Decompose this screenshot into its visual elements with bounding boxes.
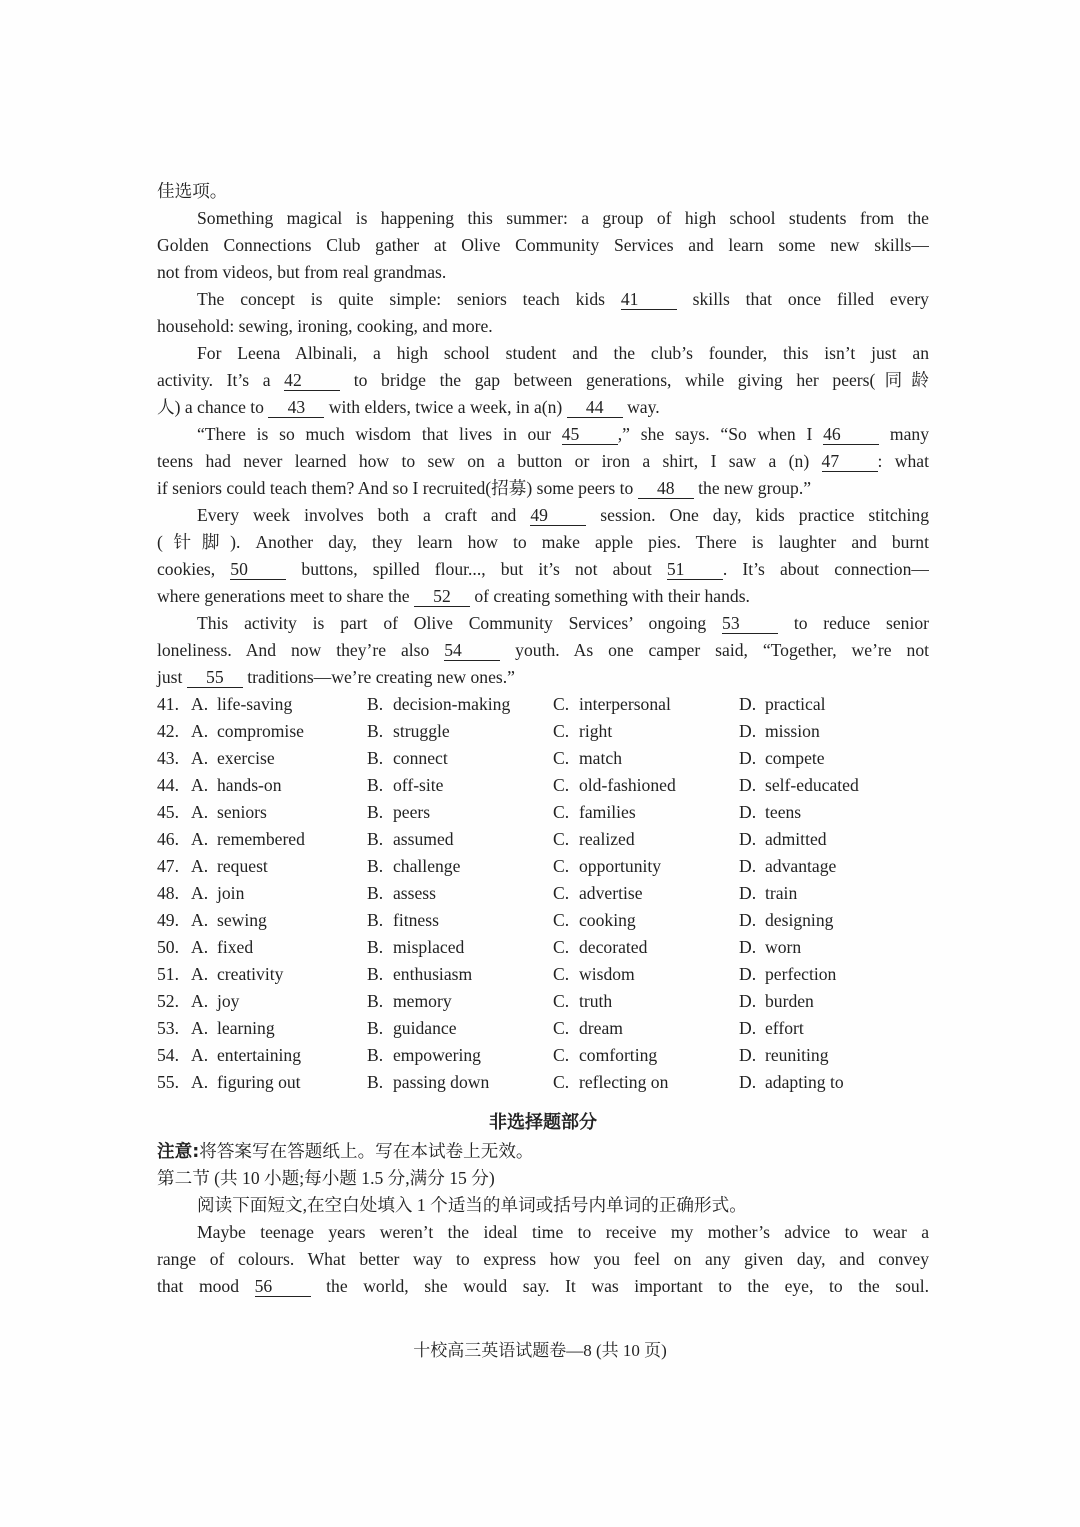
passage-p1-line2: Golden Connections Club gather at Olive Community Services and learn some new skills— (157, 235, 929, 255)
option-letter: C. (553, 991, 570, 1011)
option-row (157, 772, 929, 799)
option-c (553, 853, 739, 880)
option-letter: B. (367, 1072, 384, 1092)
option-letter: A. (191, 1018, 209, 1038)
option-a (191, 853, 367, 880)
option-b (367, 1015, 553, 1042)
option-text: remembered (217, 829, 305, 849)
option-letter: D. (739, 1045, 757, 1065)
option-text: dream (579, 1018, 623, 1038)
option-b (367, 853, 553, 880)
option-b (367, 745, 553, 772)
option-text: joy (217, 991, 240, 1011)
text: just (157, 667, 187, 687)
option-b (367, 1042, 553, 1069)
option-text: fitness (393, 910, 439, 930)
option-text: misplaced (393, 937, 465, 957)
option-letter: D. (739, 748, 757, 768)
option-c (553, 772, 739, 799)
option-text: interpersonal (579, 694, 671, 714)
option-c (553, 799, 739, 826)
option-letter: A. (191, 1045, 209, 1065)
option-text: guidance (393, 1018, 457, 1038)
option-b (367, 934, 553, 961)
passage-p5-line4 (157, 583, 929, 610)
option-letter: C. (553, 883, 570, 903)
text: loneliness. And now they’re also (157, 640, 445, 660)
option-letter: B. (367, 829, 384, 849)
option-letter: D. (739, 1018, 757, 1038)
option-letter: B. (367, 775, 384, 795)
option-a (191, 880, 367, 907)
blank-41: 41 (621, 289, 677, 310)
option-text: cooking (579, 910, 636, 930)
option-text: opportunity (579, 856, 662, 876)
blank-43: 43 (268, 397, 324, 418)
option-text: struggle (393, 721, 450, 741)
option-letter: D. (739, 937, 757, 957)
option-d (739, 934, 929, 961)
passage-p3-line3 (157, 394, 929, 421)
option-text: sewing (217, 910, 267, 930)
passage-p1-line3: not from videos, but from real grandmas. (157, 262, 447, 282)
question-number: 43. (157, 748, 179, 768)
option-letter: C. (553, 910, 570, 930)
option-a (191, 907, 367, 934)
option-text: practical (765, 694, 826, 714)
option-text: memory (393, 991, 452, 1011)
option-text: reuniting (765, 1045, 829, 1065)
question-number: 52. (157, 991, 179, 1011)
option-text: wisdom (579, 964, 635, 984)
option-text: life-saving (217, 694, 293, 714)
question-number: 42. (157, 721, 179, 741)
option-text: burden (765, 991, 814, 1011)
option-b (367, 961, 553, 988)
blank-45: 45 (562, 424, 618, 445)
option-letter: B. (367, 694, 384, 714)
option-text: decorated (579, 937, 648, 957)
note-label: 注意: (157, 1142, 200, 1162)
option-letter: A. (191, 937, 209, 957)
option-text: off-site (393, 775, 444, 795)
option-text: assumed (393, 829, 454, 849)
option-text: advantage (765, 856, 837, 876)
question-number: 45. (157, 802, 179, 822)
option-text: fixed (217, 937, 254, 957)
option-letter: B. (367, 991, 384, 1011)
option-d (739, 988, 929, 1015)
option-text: teens (765, 802, 802, 822)
option-letter: C. (553, 748, 570, 768)
option-text: effort (765, 1018, 804, 1038)
intro-tail: 佳选项。 (157, 181, 228, 201)
text: where generations meet to share the (157, 586, 414, 606)
option-letter: D. (739, 991, 757, 1011)
option-text: advertise (579, 883, 643, 903)
option-c (553, 1069, 739, 1096)
option-text: decision-making (393, 694, 511, 714)
passage-p2-line2: household: sewing, ironing, cooking, and more. (157, 316, 493, 336)
text: if seniors could teach them? And so I recruited(招募) some peers to (157, 478, 638, 498)
option-letter: A. (191, 964, 209, 984)
option-text: perfection (765, 964, 837, 984)
option-letter: D. (739, 721, 757, 741)
option-c (553, 1042, 739, 1069)
option-row (157, 745, 929, 772)
section-title: 非选择题部分 (489, 1112, 597, 1133)
text: activity. It’s a (157, 370, 285, 390)
option-d (739, 691, 929, 718)
option-b (367, 826, 553, 853)
option-text: right (579, 721, 613, 741)
option-letter: D. (739, 964, 757, 984)
question-number: 47. (157, 856, 179, 876)
option-letter: C. (553, 1045, 570, 1065)
text: with elders, twice a week, in a(n) (324, 397, 567, 417)
option-text: families (579, 802, 636, 822)
blank-48: 48 (638, 478, 694, 499)
option-letter: D. (739, 694, 757, 714)
passage-p1-line1: Something magical is happening this summer: a group of high school students from the (197, 208, 929, 228)
question-number: 46. (157, 829, 179, 849)
text: youth. As one camper said, “Together, we’re not (500, 640, 929, 660)
option-d (739, 880, 929, 907)
option-c (553, 691, 739, 718)
option-letter: B. (367, 883, 384, 903)
passage-p5-line3 (157, 556, 929, 583)
option-letter: B. (367, 802, 384, 822)
text: This activity is part of Olive Community Services’ ongoing (197, 613, 723, 633)
option-b (367, 880, 553, 907)
option-c (553, 934, 739, 961)
option-letter: A. (191, 775, 209, 795)
option-row (157, 1042, 929, 1069)
text: way. (622, 397, 660, 417)
option-text: realized (579, 829, 635, 849)
option-letter: A. (191, 856, 209, 876)
text: skills that once filled every (676, 289, 929, 309)
option-a (191, 745, 367, 772)
option-letter: A. (191, 694, 209, 714)
option-text: exercise (217, 748, 275, 768)
passage-p3-line1: For Leena Albinali, a high school student and the club’s founder, this isn’t just an (197, 343, 929, 363)
option-a (191, 691, 367, 718)
question-number: 44. (157, 775, 179, 795)
option-c (553, 961, 739, 988)
option-text: train (765, 883, 798, 903)
option-letter: B. (367, 721, 384, 741)
passage-p4-line1 (157, 421, 929, 448)
text: . It’s about connection— (722, 559, 929, 579)
text: that mood (157, 1276, 255, 1296)
text: the world, she would say. It was important to the eye, to the soul. (310, 1276, 929, 1296)
option-row (157, 988, 929, 1015)
option-text: self-educated (765, 775, 859, 795)
option-d (739, 853, 929, 880)
option-c (553, 826, 739, 853)
text: ,” she says. “So when I (617, 424, 824, 444)
blank-55: 55 (187, 667, 243, 688)
blank-51: 51 (667, 559, 723, 580)
exam-content (157, 178, 929, 1300)
option-b (367, 691, 553, 718)
option-d (739, 718, 929, 745)
option-text: comforting (579, 1045, 658, 1065)
option-letter: C. (553, 721, 570, 741)
option-text: peers (393, 802, 431, 822)
option-b (367, 907, 553, 934)
option-letter: B. (367, 937, 384, 957)
question-number: 41. (157, 694, 179, 714)
option-row (157, 1015, 929, 1042)
option-row (157, 718, 929, 745)
option-c (553, 880, 739, 907)
option-d (739, 745, 929, 772)
option-c (553, 988, 739, 1015)
option-a (191, 1069, 367, 1096)
option-row (157, 826, 929, 853)
text: “There is so much wisdom that lives in our (197, 424, 562, 444)
text: the new group.” (693, 478, 812, 498)
option-row (157, 961, 929, 988)
option-d (739, 1042, 929, 1069)
option-letter: B. (367, 1018, 384, 1038)
option-text: adapting to (765, 1072, 844, 1092)
option-letter: B. (367, 1045, 384, 1065)
option-letter: D. (739, 910, 757, 930)
option-letter: D. (739, 829, 757, 849)
option-text: creativity (217, 964, 284, 984)
option-letter: D. (739, 1072, 757, 1092)
passage-p2-line1 (157, 286, 929, 313)
option-letter: A. (191, 910, 209, 930)
option-row (157, 907, 929, 934)
text: session. One day, kids practice stitching (586, 505, 929, 525)
text: The concept is quite simple: seniors teach kids (197, 289, 621, 309)
question-number: 55. (157, 1072, 179, 1092)
option-d (739, 1069, 929, 1096)
option-letter: C. (553, 694, 570, 714)
option-letter: C. (553, 937, 570, 957)
subsection-heading: 第二节 (共 10 小题;每小题 1.5 分,满分 15 分) (157, 1168, 495, 1188)
option-d (739, 772, 929, 799)
passage-p5-line1 (157, 502, 929, 529)
option-text: request (217, 856, 268, 876)
text: to bridge the gap between generations, while giving her peers(同龄 (340, 370, 929, 390)
section2-p-line2: range of colours. What better way to express how you feel on any given day, and convey (157, 1249, 929, 1269)
option-text: worn (765, 937, 802, 957)
option-letter: A. (191, 829, 209, 849)
option-text: learning (217, 1018, 275, 1038)
option-text: compete (765, 748, 825, 768)
option-letter: B. (367, 964, 384, 984)
option-a (191, 934, 367, 961)
section2-p-line3 (157, 1273, 929, 1300)
option-letter: A. (191, 991, 209, 1011)
text: 人) a chance to (157, 397, 269, 417)
page-footer: 十校高三英语试题卷—8 (共 10 页) (413, 1341, 667, 1360)
question-number: 53. (157, 1018, 179, 1038)
option-b (367, 772, 553, 799)
option-letter: D. (739, 775, 757, 795)
option-text: match (579, 748, 622, 768)
note-text: 将答案写在答题纸上。写在本试卷上无效。 (199, 1141, 534, 1161)
option-letter: D. (739, 802, 757, 822)
blank-46: 46 (823, 424, 879, 445)
option-a (191, 826, 367, 853)
option-d (739, 1015, 929, 1042)
option-row (157, 691, 929, 718)
passage-p3-line2 (157, 367, 929, 394)
option-row (157, 1069, 929, 1096)
option-b (367, 988, 553, 1015)
text: to reduce senior (778, 613, 929, 633)
option-text: passing down (393, 1072, 490, 1092)
option-a (191, 718, 367, 745)
option-text: admitted (765, 829, 827, 849)
option-text: reflecting on (579, 1072, 669, 1092)
instruction: 阅读下面短文,在空白处填入 1 个适当的单词或括号内单词的正确形式。 (197, 1195, 747, 1215)
option-row (157, 853, 929, 880)
blank-42: 42 (284, 370, 340, 391)
option-letter: B. (367, 748, 384, 768)
option-letter: A. (191, 802, 209, 822)
text: Every week involves both a craft and (197, 505, 531, 525)
question-number: 49. (157, 910, 179, 930)
option-letter: C. (553, 1018, 570, 1038)
option-b (367, 718, 553, 745)
blank-52: 52 (414, 586, 470, 607)
option-text: seniors (217, 802, 267, 822)
option-letter: C. (553, 1072, 570, 1092)
option-text: hands-on (217, 775, 282, 795)
option-letter: B. (367, 856, 384, 876)
option-letter: C. (553, 829, 570, 849)
option-c (553, 1015, 739, 1042)
option-d (739, 907, 929, 934)
options-list (157, 691, 929, 1096)
option-text: join (217, 883, 245, 903)
option-text: truth (579, 991, 613, 1011)
option-a (191, 988, 367, 1015)
option-c (553, 718, 739, 745)
option-letter: C. (553, 802, 570, 822)
option-text: mission (765, 721, 820, 741)
option-text: designing (765, 910, 834, 930)
option-d (739, 826, 929, 853)
option-letter: C. (553, 964, 570, 984)
text: many (879, 424, 929, 444)
option-row (157, 799, 929, 826)
option-text: enthusiasm (393, 964, 473, 984)
blank-47: 47 (822, 451, 878, 472)
question-number: 54. (157, 1045, 179, 1065)
option-letter: C. (553, 775, 570, 795)
text: teens had never learned how to sew on a button or iron a shirt, I saw a (n) (157, 451, 822, 471)
text: traditions—we’re creating new ones.” (242, 667, 515, 687)
passage-p4-line2 (157, 448, 929, 475)
option-text: connect (393, 748, 448, 768)
option-letter: A. (191, 748, 209, 768)
option-text: compromise (217, 721, 304, 741)
text: cookies, (157, 559, 231, 579)
option-d (739, 799, 929, 826)
option-letter: D. (739, 856, 757, 876)
passage-p5-line2: (针脚). Another day, they learn how to make apple pies. There is laughter and burnt (157, 532, 929, 552)
option-letter: A. (191, 721, 209, 741)
option-text: entertaining (217, 1045, 302, 1065)
option-text: empowering (393, 1045, 481, 1065)
option-letter: B. (367, 910, 384, 930)
question-number: 51. (157, 964, 179, 984)
option-d (739, 961, 929, 988)
option-row (157, 880, 929, 907)
question-number: 48. (157, 883, 179, 903)
option-text: figuring out (217, 1072, 301, 1092)
note-line (157, 1138, 929, 1165)
passage-p6-line2 (157, 637, 929, 664)
option-b (367, 799, 553, 826)
blank-44: 44 (567, 397, 623, 418)
passage-p4-line3 (157, 475, 929, 502)
blank-56: 56 (255, 1276, 311, 1297)
blank-53: 53 (722, 613, 778, 634)
option-letter: A. (191, 883, 209, 903)
passage-p6-line3 (157, 664, 929, 691)
option-b (367, 1069, 553, 1096)
question-number: 50. (157, 937, 179, 957)
option-a (191, 961, 367, 988)
option-c (553, 745, 739, 772)
text: of creating something with their hands. (469, 586, 750, 606)
option-a (191, 772, 367, 799)
option-text: challenge (393, 856, 461, 876)
passage-p6-line1 (157, 610, 929, 637)
blank-50: 50 (230, 559, 286, 580)
option-row (157, 934, 929, 961)
blank-49: 49 (530, 505, 586, 526)
option-a (191, 799, 367, 826)
blank-54: 54 (444, 640, 500, 661)
text: buttons, spilled flour..., but it’s not about (286, 559, 667, 579)
section2-p-line1: Maybe teenage years weren’t the ideal time to receive my mother’s advice to wear a (197, 1222, 929, 1242)
option-a (191, 1015, 367, 1042)
option-text: old-fashioned (579, 775, 676, 795)
text: : what (877, 451, 929, 471)
option-c (553, 907, 739, 934)
option-text: assess (393, 883, 437, 903)
option-letter: D. (739, 883, 757, 903)
option-letter: A. (191, 1072, 209, 1092)
option-a (191, 1042, 367, 1069)
option-letter: C. (553, 856, 570, 876)
